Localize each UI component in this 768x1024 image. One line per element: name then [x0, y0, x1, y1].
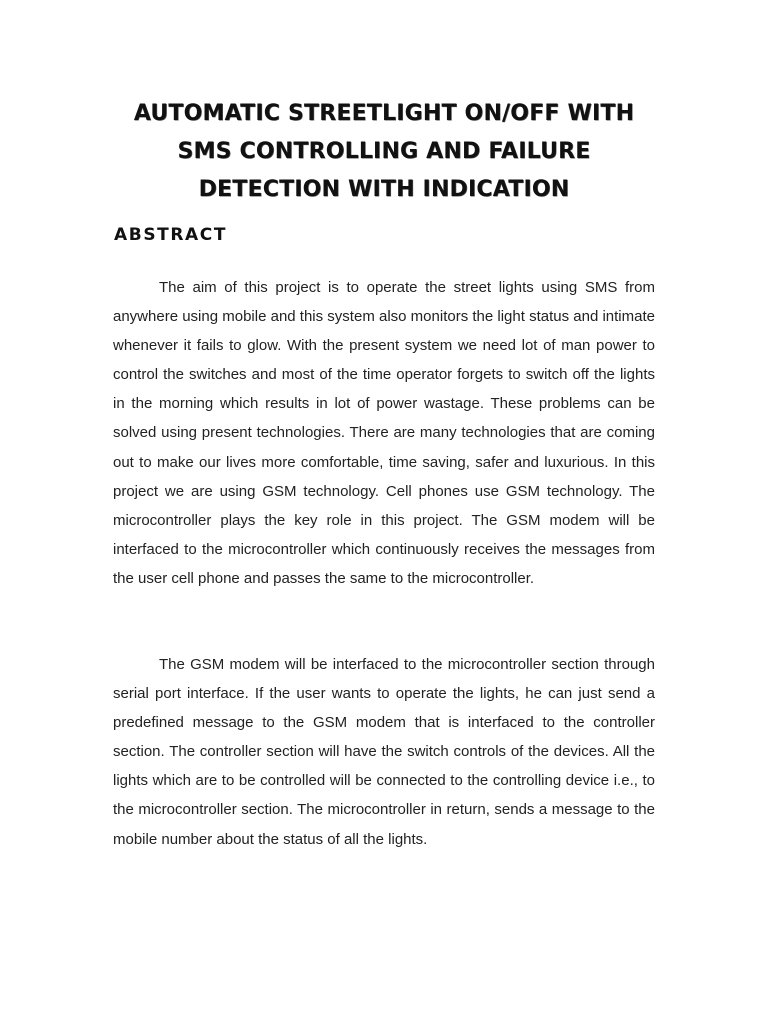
abstract-paragraph: The aim of this project is to operate the street lights using SMS from anywhere using mobile and this system also monitors the light status and intimate whenever it fails to glow. With the present system we need lot of man power to control the switches and most of the time operator forgets to switch off the lights in the morning which results in lot of power wastage. These problems can be solved using present technologies. There are many technologies that are coming out to make our lives more comfortable, time saving, safer and luxurious. In this project we are using GSM technology. Cell phones use GSM technology. The microcontroller plays the key role in this project. The GSM modem will be interfaced to the microcontroller which continuously receives the messages from the user cell phone and passes the same to the microcontroller.	[113, 279, 655, 587]
document-title	[100, 95, 668, 209]
title-line: DETECTION WITH INDICATION	[198, 177, 570, 202]
title-line: SMS CONTROLLING AND FAILURE	[177, 139, 591, 164]
abstract-paragraph: The GSM modem will be interfaced to the microcontroller section through serial port interface. If the user wants to operate the lights, he can just send a predefined message to the GSM modem that is interfaced to the controller section. The controller section will have the switch controls of the devices. All the lights which are to be controlled will be connected to the controlling device i.e., to the microcontroller section. The microcontroller in return, sends a message to the mobile number about the status of all the lights.	[113, 656, 655, 848]
title-line: AUTOMATIC STREETLIGHT ON/OFF WITH	[133, 101, 635, 126]
section-heading: ABSTRACT	[114, 225, 228, 245]
